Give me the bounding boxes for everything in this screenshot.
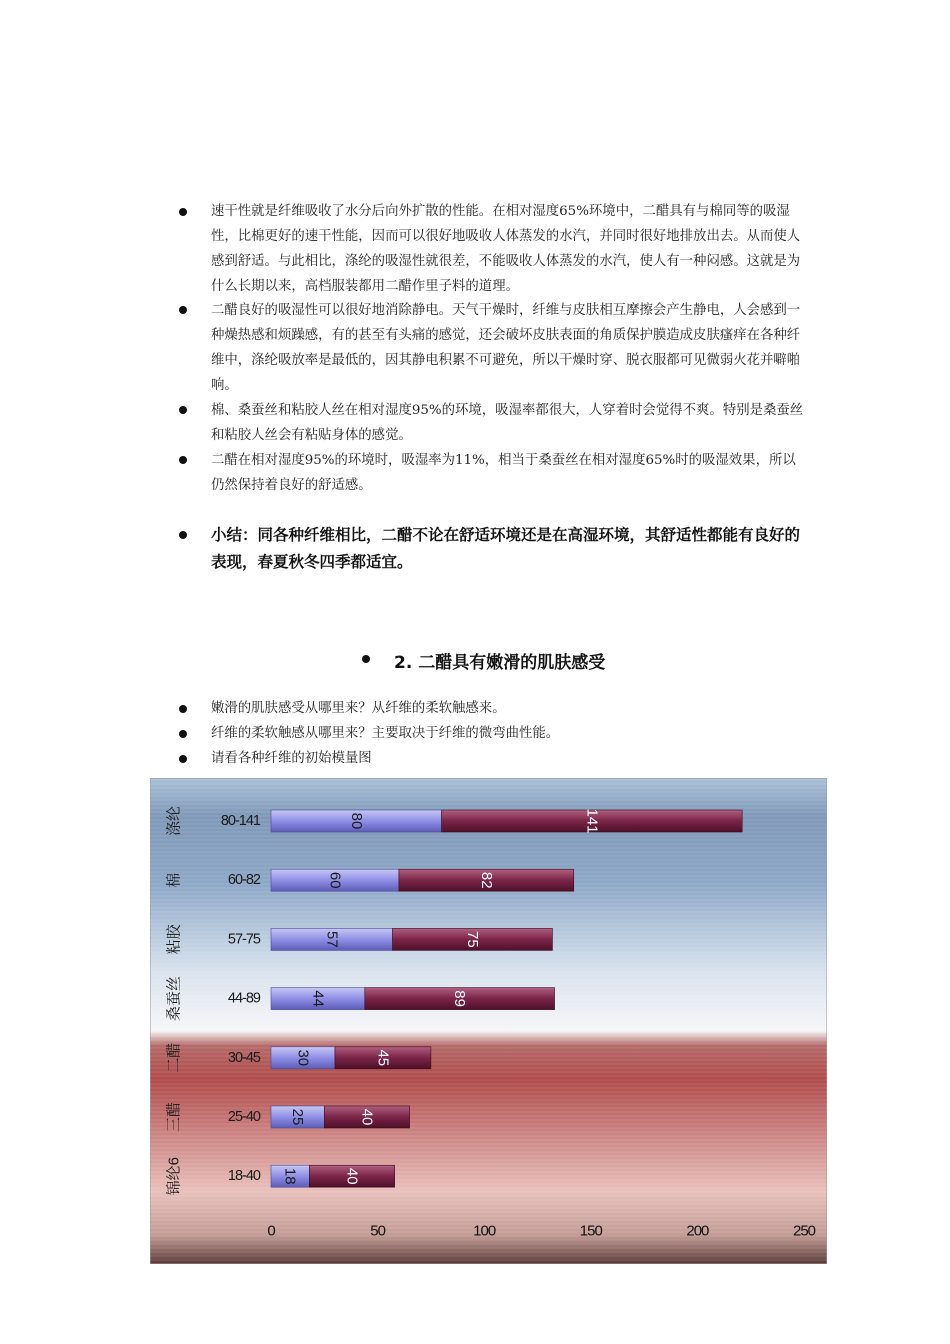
x-tick-label: 50 <box>370 1222 385 1240</box>
data-label-max: 45 <box>374 1049 392 1067</box>
section-item-1: 嫩滑的肌肤感受从哪里来？从纤维的柔软触感来。 <box>211 701 506 716</box>
data-label-max: 141 <box>583 808 601 834</box>
data-label-max: 40 <box>358 1108 376 1126</box>
chart-background <box>150 778 827 1264</box>
bullet-dot <box>179 208 187 216</box>
bullet-dot <box>179 755 187 763</box>
bullet-dot <box>179 531 187 539</box>
bullet-dot <box>179 406 187 414</box>
data-label-min: 80 <box>347 812 365 830</box>
x-tick-label: 250 <box>792 1222 816 1240</box>
section-item-3: 请看各种纤维的初始模量图 <box>211 751 372 766</box>
data-label-min: 25 <box>289 1108 307 1126</box>
bullet-dot <box>179 705 187 713</box>
paragraph-diacetate: 二醋在相对湿度95%的环境时，吸湿率为11%，相当于桑蚕丝在相对湿度65%时的吸湿效果，所以仍然保持着良好的舒适感。 <box>211 453 796 493</box>
section-heading: 2. 二醋具有嫩滑的肌肤感受 <box>394 653 606 673</box>
data-label-max: 82 <box>477 871 495 889</box>
range-label: 57-75 <box>227 931 260 948</box>
bullet-dot <box>179 456 187 464</box>
category-label: 二醋 <box>165 1042 183 1073</box>
x-tick-label: 0 <box>267 1222 275 1240</box>
x-tick-label: 150 <box>579 1222 602 1240</box>
category-label: 三醋 <box>165 1101 183 1133</box>
range-label: 30-45 <box>227 1049 260 1066</box>
x-tick-label: 100 <box>473 1222 496 1240</box>
data-label-max: 40 <box>343 1167 361 1185</box>
category-label: 涤纶 <box>165 805 183 837</box>
paragraph-humidity: 棉、桑蚕丝和粘胶人丝在相对湿度95%的环境，吸湿率都很大，人穿着时会觉得不爽。特别是桑蚕丝和粘胶人丝会有粘贴身体的感觉。 <box>211 403 804 443</box>
range-label: 44-89 <box>227 990 260 1007</box>
data-label-max: 89 <box>451 990 469 1007</box>
data-label-min: 60 <box>326 871 344 889</box>
paragraph-quick-dry: 速干性就是纤维吸收了水分后向外扩散的性能。在相对湿度65%环境中，二醋具有与棉同等的吸湿性，比棉更好的速干性能，因而可以很好地吸收人体蒸发的水汽，并同时很好地排放出去。从而使人感到舒适。与此相比，涤纶的吸湿性就很差，不能吸收人体蒸发的水汽，使人有一种闷感。这就是为什么长期以来，高档服装都用二醋作里子料的道理。 <box>211 204 801 294</box>
summary: 小结：同各种纤维相比，二醋不论在舒适环境还是在高湿环境，其舒适性都能有良好的表现，春夏秋冬四季都适宜。 <box>211 526 801 571</box>
range-label: 18-40 <box>227 1168 260 1185</box>
range-label: 80-141 <box>220 813 260 829</box>
range-label: 25-40 <box>227 1109 260 1125</box>
data-label-min: 18 <box>281 1167 299 1185</box>
modulus-chart <box>150 778 827 1264</box>
bullet-dot <box>179 306 187 314</box>
data-label-min: 30 <box>294 1049 312 1067</box>
modulus-chart-svg <box>150 778 827 1264</box>
x-tick-label: 200 <box>686 1222 709 1240</box>
category-label: 粘胶 <box>165 924 183 955</box>
data-label-min: 57 <box>323 931 341 948</box>
paragraph-static: 二醋良好的吸湿性可以很好地消除静电。天气干燥时，纤维与皮肤相互摩擦会产生静电，人会感到一种燥热感和烦躁感，有的甚至有头痛的感觉，还会破坏皮肤表面的角质保护膜造成皮肤瘙痒在各种纤维中，涤纶吸放率是最低的，因其静电积累不可避免，所以干燥时穿、脱衣服都可见微弱火花并噼啪响。 <box>211 303 801 393</box>
bullet-dot <box>362 655 370 663</box>
range-label: 60-82 <box>227 872 260 889</box>
data-label-min: 44 <box>309 990 327 1007</box>
section-item-2: 纤维的柔软触感从哪里来？主要取决于纤维的微弯曲性能。 <box>211 726 560 741</box>
category-label: 桑蚕丝 <box>165 976 183 1022</box>
category-label: 锦纶6 <box>165 1157 183 1196</box>
bullet-dot <box>179 730 187 738</box>
category-label: 棉 <box>165 872 183 888</box>
data-label-max: 75 <box>463 931 481 948</box>
